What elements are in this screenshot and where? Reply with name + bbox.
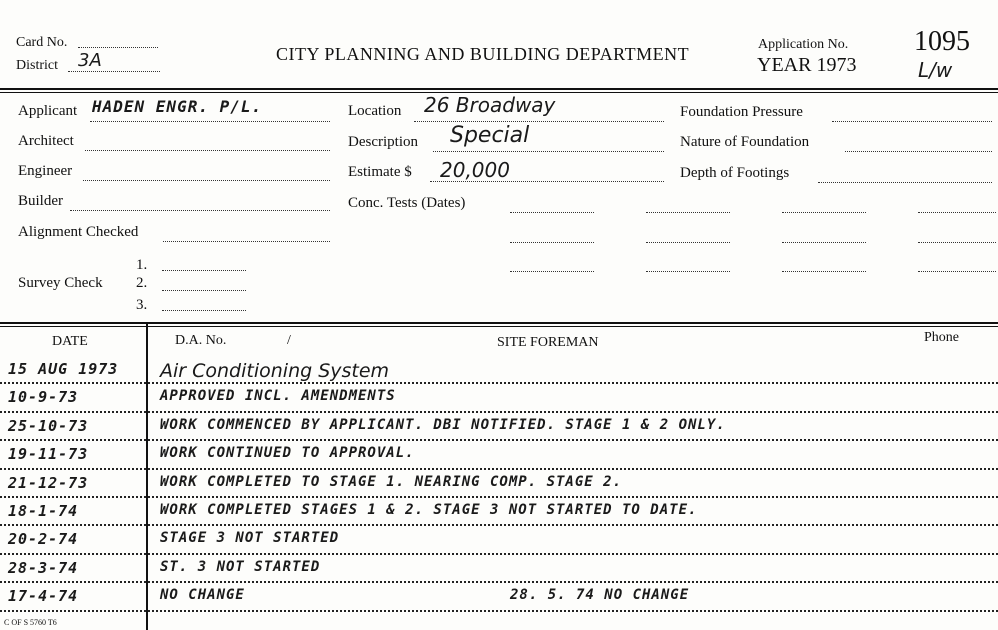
log-date: 18-1-74 (8, 502, 79, 520)
depth-of-footings-label: Depth of Footings (680, 165, 790, 181)
year-label: YEAR 1973 (757, 54, 857, 76)
conc-test-blank (918, 242, 996, 243)
log-entry: WORK COMMENCED BY APPLICANT. DBI NOTIFIED. STAGE 1 & 2 ONLY. (160, 416, 726, 433)
initials-mark: L/w (918, 58, 953, 82)
conc-tests-label: Conc. Tests (Dates) (348, 195, 466, 211)
survey-1-label: 1. (136, 257, 148, 273)
log-date: 15 AUG 1973 (8, 360, 119, 378)
builder-label: Builder (18, 193, 63, 209)
header-rule (0, 88, 998, 90)
da-no-header: D.A. No. (175, 333, 227, 348)
log-date: 25-10-73 (8, 416, 89, 435)
survey-label: Survey Check (18, 275, 103, 291)
log-entry: APPROVED INCL. AMENDMENTS (160, 388, 396, 405)
conc-test-blank (782, 242, 866, 243)
department-title: CITY PLANNING AND BUILDING DEPARTMENT (276, 44, 690, 64)
conc-test-blank (918, 271, 996, 272)
log-row-rule (0, 581, 998, 583)
estimate-label: Estimate $ (348, 164, 412, 180)
nature-of-foundation-line (845, 151, 992, 152)
conc-test-blank (646, 242, 730, 243)
log-entry-extra: 28. 5. 74 NO CHANGE (510, 587, 690, 604)
log-date: 20-2-74 (8, 530, 79, 549)
log-date: 17-4-74 (8, 587, 79, 606)
log-entry: ST. 3 NOT STARTED (160, 558, 321, 575)
district-line (68, 71, 160, 72)
card-no-line (78, 47, 158, 48)
log-entry: WORK CONTINUED TO APPROVAL. (160, 445, 415, 462)
alignment-line (163, 241, 330, 242)
phone-header: Phone (924, 330, 959, 345)
architect-line (85, 150, 330, 151)
log-row-rule (0, 610, 998, 612)
log-row-rule (0, 468, 998, 470)
log-row-rule (0, 382, 998, 384)
conc-test-blank (782, 271, 866, 272)
date-column-divider (146, 323, 148, 630)
engineer-line (83, 180, 330, 181)
log-entry: Air Conditioning System (160, 360, 390, 382)
foundation-pressure-line (832, 121, 992, 122)
conc-test-blank (510, 271, 594, 272)
survey-2-label: 2. (136, 275, 148, 291)
conc-test-blank (646, 271, 730, 272)
survey-3-line (162, 310, 246, 311)
conc-test-blank (782, 212, 866, 213)
card-no-label: Card No. (16, 35, 68, 50)
application-number: 1095 (914, 26, 970, 57)
builder-line (70, 210, 330, 211)
survey-2-line (162, 290, 246, 291)
engineer-label: Engineer (18, 163, 73, 179)
log-date: 10-9-73 (8, 388, 79, 407)
log-row-rule (0, 439, 998, 441)
log-entry: WORK COMPLETED STAGES 1 & 2. STAGE 3 NOT STARTED TO DATE. (160, 502, 698, 518)
conc-test-blank (918, 212, 996, 213)
survey-1-line (162, 270, 246, 271)
district-value: 3A (78, 50, 102, 71)
log-rule-2 (0, 326, 998, 327)
log-entry: NO CHANGE (160, 587, 245, 604)
log-row-rule (0, 553, 998, 555)
survey-3-label: 3. (136, 297, 148, 313)
da-slash: / (287, 333, 291, 348)
location-label: Location (348, 103, 402, 119)
log-row-rule (0, 524, 998, 526)
depth-of-footings-line (818, 182, 992, 183)
log-rule (0, 322, 998, 324)
architect-label: Architect (18, 133, 74, 149)
description-label: Description (348, 134, 418, 150)
log-date: 19-11-73 (8, 445, 89, 464)
location-value: 26 Broadway (424, 93, 556, 117)
applicant-value: HADEN ENGR. P/L. (92, 97, 263, 116)
description-value: Special (450, 123, 530, 148)
site-foreman-header: SITE FOREMAN (497, 335, 599, 350)
log-row-rule (0, 411, 998, 413)
location-line (414, 121, 664, 122)
date-column-header: DATE (52, 334, 88, 349)
log-row-rule (0, 496, 998, 498)
conc-test-blank (510, 242, 594, 243)
foundation-pressure-label: Foundation Pressure (680, 104, 803, 120)
application-no-label: Application No. (758, 37, 849, 52)
alignment-label: Alignment Checked (18, 224, 139, 240)
nature-of-foundation-label: Nature of Foundation (680, 134, 810, 150)
applicant-line (90, 121, 330, 122)
log-entry: WORK COMPLETED TO STAGE 1. NEARING COMP. STAGE 2. (160, 473, 623, 490)
log-date: 21-12-73 (8, 473, 89, 492)
conc-test-blank (646, 212, 730, 213)
description-line (433, 151, 664, 152)
estimate-value: 20,000 (440, 158, 510, 182)
log-date: 28-3-74 (8, 558, 79, 577)
district-label: District (16, 58, 58, 73)
form-code: C OF S 5760 T6 (4, 618, 57, 627)
applicant-label: Applicant (18, 103, 78, 119)
log-entry: STAGE 3 NOT STARTED (160, 530, 340, 547)
conc-test-blank (510, 212, 594, 213)
